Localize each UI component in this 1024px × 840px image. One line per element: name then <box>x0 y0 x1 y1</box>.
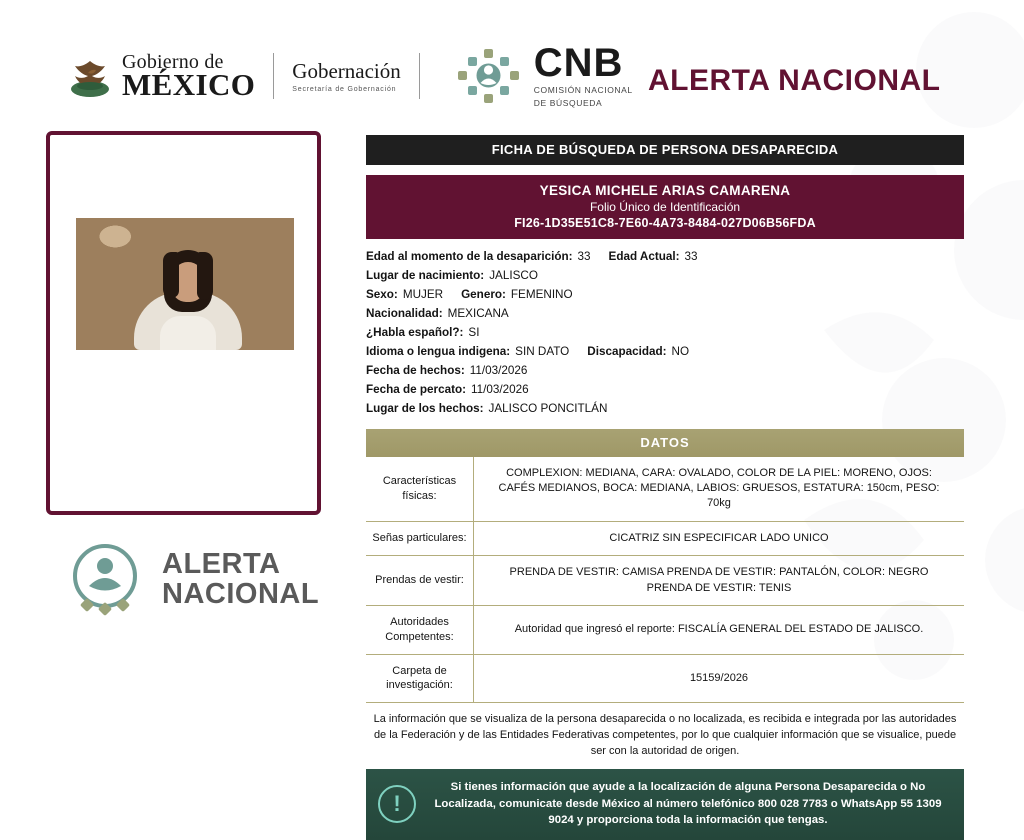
fact-discapacidad-value: NO <box>671 344 690 358</box>
datos-table <box>366 457 964 704</box>
gobierno-line2: MÉXICO <box>122 67 256 102</box>
row-key: Autoridades Competentes: <box>366 605 474 654</box>
gobernacion-sublabel: Secretaría de Gobernación <box>292 86 397 93</box>
fact-fecha-hechos-value: 11/03/2026 <box>469 363 528 377</box>
row-key: Señas particulares: <box>366 521 474 555</box>
photo-hair-left <box>163 252 179 298</box>
contact-text: Si tienes información que ayude a la localización de alguna Persona Desaparecida o No Localizada, comunicate desde México al número telefónico 800 028 7783 o WhatsApp 55 1309 9024 y proporciona toda la información que tengas. <box>434 781 942 827</box>
header-divider-1 <box>273 53 274 99</box>
record-panel <box>366 135 964 840</box>
fact-habla-espanol <box>366 324 964 343</box>
folio-label: Folio Único de Identificación <box>589 200 741 214</box>
fact-idioma-discapacidad <box>366 343 964 362</box>
row-value: PRENDA DE VESTIR: CAMISA PRENDA DE VESTIR: PANTALÓN, COLOR: NEGRO PRENDA DE VESTIR: TENIS <box>474 556 965 606</box>
fact-lugar-nacimiento <box>366 267 964 286</box>
table-row <box>366 556 964 606</box>
person-name: YESICA MICHELE ARIAS CAMARENA <box>539 183 791 198</box>
exclamation-icon: ! <box>378 785 416 823</box>
alerta-nacional-emblem-icon <box>62 540 148 620</box>
gobierno-line1: Gobierno de <box>122 51 224 73</box>
fact-edad-value: 33 <box>577 250 591 263</box>
gobernacion-label: Gobernación <box>292 59 401 83</box>
alerta-nacional-heading: ALERTA NACIONAL <box>648 64 941 97</box>
table-row <box>366 457 964 522</box>
cnb-logo <box>454 43 633 108</box>
fact-nacionalidad-value: MEXICANA <box>447 306 509 320</box>
disclaimer-text: La información que se visualiza de la persona desaparecida o no localizada, es recibida e integrada por las autoridades de la Federación y de las Entidades Federativas competentes, por lo que cualquier información que se visualice, puede ser con la autoridad de origen. <box>373 713 957 758</box>
fact-sexo-genero <box>366 286 964 305</box>
fact-fecha-percato-label: Fecha de percato: <box>366 382 467 396</box>
fact-edad-actual-value: 33 <box>684 250 698 263</box>
fact-lugar-nac-value: JALISCO <box>489 268 538 282</box>
fact-lugar-nac-label: Lugar de nacimiento: <box>366 268 485 282</box>
photo-top <box>160 316 216 350</box>
photo-hair-right <box>197 252 213 300</box>
fact-nacionalidad-label: Nacionalidad: <box>366 306 443 320</box>
row-key: Características físicas: <box>366 457 474 522</box>
datos-banner: DATOS <box>366 429 964 457</box>
gobierno-de-mexico-logo <box>66 52 255 100</box>
fact-discapacidad-label: Discapacidad: <box>587 344 667 358</box>
cnb-sub-line1: COMISIÓN NACIONAL <box>533 85 633 96</box>
table-row <box>366 521 964 555</box>
row-value: COMPLEXION: MEDIANA, CARA: OVALADO, COLOR DE LA PIEL: MORENO, OJOS: CAFÉS MEDIANOS, BOCA: MEDIANA, LABIOS: GRUESOS, ESTATURA: 150cm, PESO: 70kg <box>474 457 965 522</box>
fact-lugar-hechos-value: JALISCO PONCITLÁN <box>488 401 608 415</box>
row-value: 15159/2026 <box>474 654 965 703</box>
fact-lugar-hechos <box>366 400 964 419</box>
alerta-nacional-wordmark <box>162 550 319 609</box>
gobernacion-block <box>292 59 400 93</box>
folio-value: FI26-1D35E51C8-7E60-4A73-8484-027D06B56FDA <box>514 216 816 230</box>
fact-idioma-label: Idioma o lengua indigena: <box>366 344 511 358</box>
fact-fecha-hechos-label: Fecha de hechos: <box>366 363 465 377</box>
row-key: Carpeta de investigación: <box>366 654 474 703</box>
table-row <box>366 605 964 654</box>
fact-sexo-value: MUJER <box>402 287 444 301</box>
alerta-word-2: NACIONAL <box>162 578 320 610</box>
row-key: Prendas de vestir: <box>366 556 474 606</box>
fact-sexo-label: Sexo: <box>366 287 398 301</box>
fact-edad-label: Edad al momento de la desaparición: <box>366 250 573 263</box>
header-divider-2 <box>419 53 420 99</box>
gobierno-text <box>122 52 255 100</box>
fact-fecha-hechos <box>366 362 964 381</box>
table-row <box>366 654 964 703</box>
row-value: CICATRIZ SIN ESPECIFICAR LADO UNICO <box>474 521 965 555</box>
fact-genero-label: Genero: <box>461 287 506 301</box>
fact-fecha-percato-value: 11/03/2026 <box>471 382 529 396</box>
fact-idioma-value: SIN DATO <box>515 344 570 358</box>
fact-edad-actual-label: Edad Actual: <box>608 250 680 263</box>
photo-person <box>134 246 242 350</box>
fact-habla-label: ¿Habla español?: <box>366 325 464 339</box>
fact-habla-value: SI <box>468 325 480 339</box>
person-identity-block <box>366 175 964 239</box>
row-value: Autoridad que ingresó el reporte: FISCALÍA GENERAL DEL ESTADO DE JALISCO. <box>474 605 965 654</box>
fact-nacionalidad <box>366 305 964 324</box>
fact-genero-value: FEMENINO <box>510 287 573 301</box>
eagle-coat-of-arms-icon <box>66 53 114 99</box>
alerta-nacional-logo <box>62 540 319 620</box>
missing-person-photo <box>76 218 294 350</box>
fact-fecha-percato <box>366 381 964 400</box>
contact-banner <box>366 769 964 840</box>
fact-lugar-hechos-label: Lugar de los hechos: <box>366 401 484 415</box>
cnb-text <box>534 43 633 108</box>
photo-frame <box>46 131 321 515</box>
fact-edad <box>366 248 964 267</box>
cnb-acronym: CNB <box>533 41 624 86</box>
cnb-sub-line2: DE BÚSQUEDA <box>533 98 603 108</box>
person-facts <box>366 248 964 419</box>
cnb-emblem-icon <box>454 47 524 105</box>
ficha-banner: FICHA DE BÚSQUEDA DE PERSONA DESAPARECIDA <box>366 135 964 165</box>
alerta-word-1: ALERTA <box>162 548 281 581</box>
